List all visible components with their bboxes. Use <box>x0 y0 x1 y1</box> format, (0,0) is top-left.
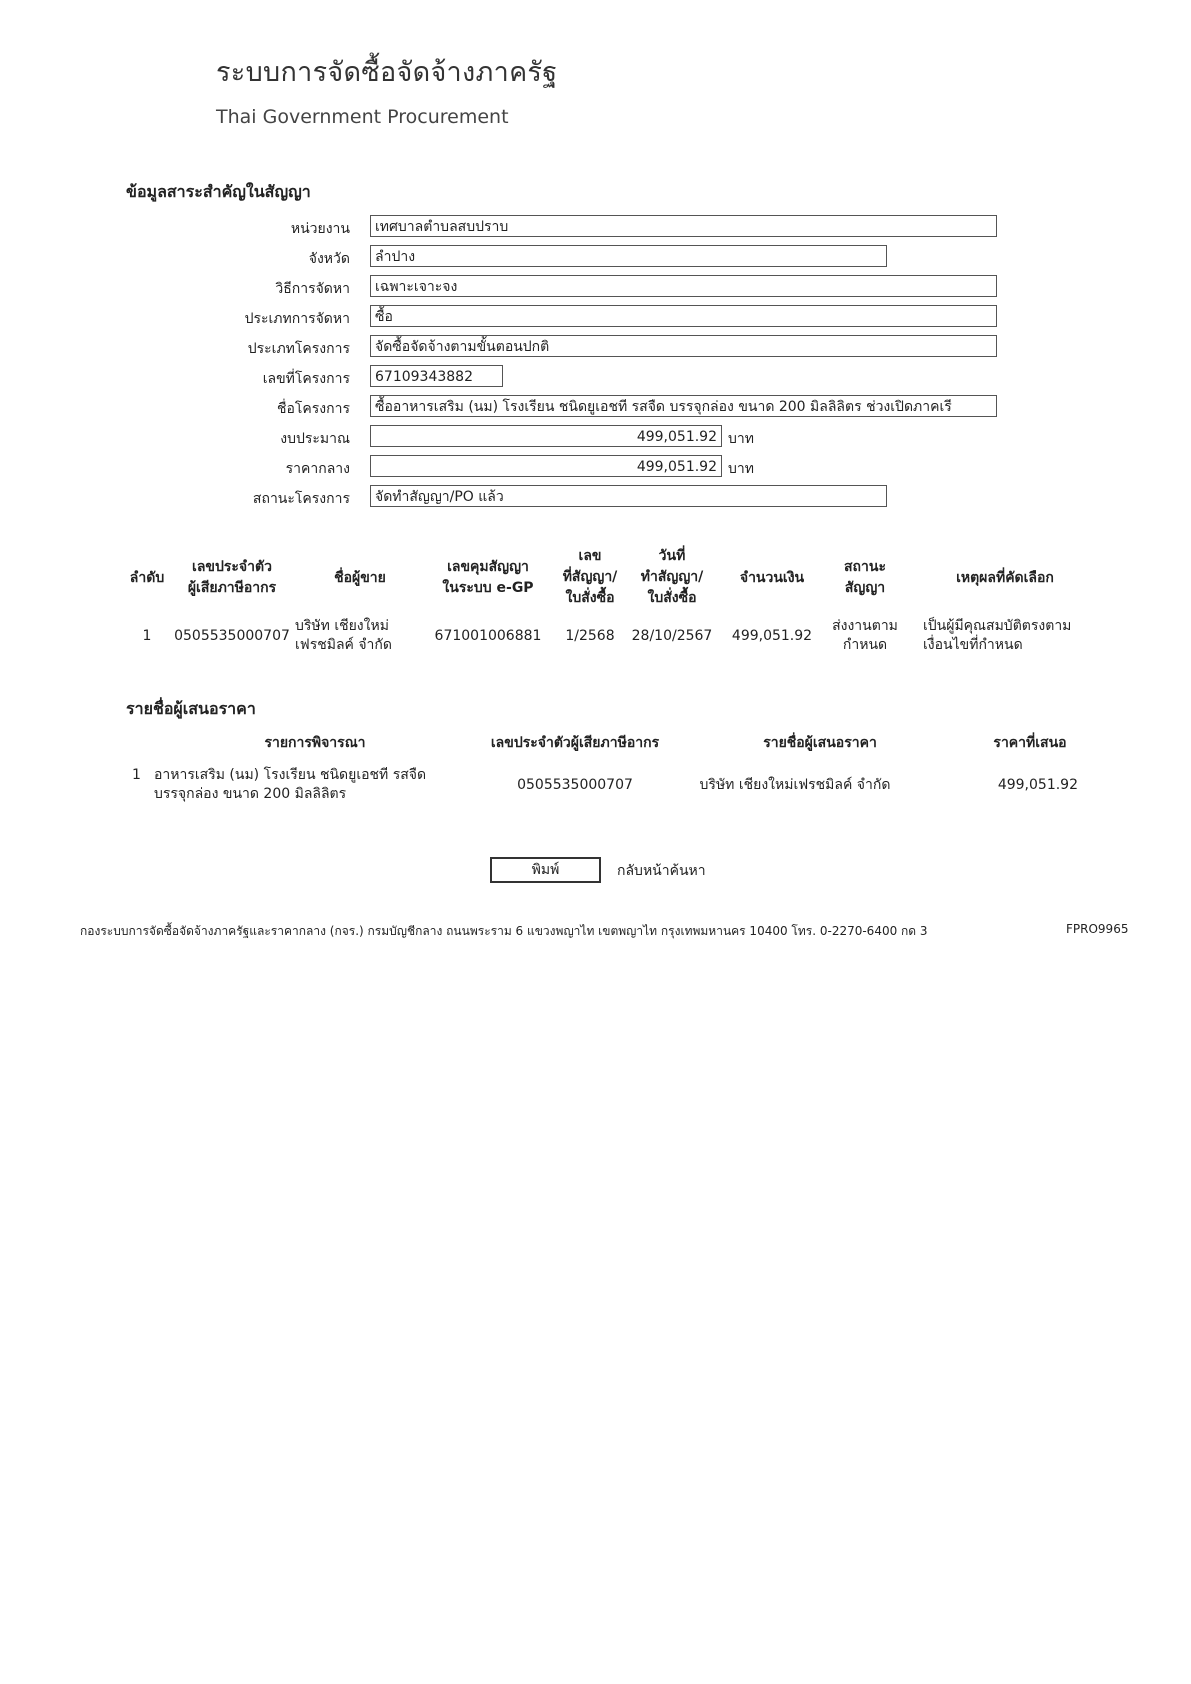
col-header-no: ลำดับ <box>129 570 165 586</box>
label-agency: หน่วยงาน <box>290 221 350 237</box>
label-project-status: สถานะโครงการ <box>252 491 350 507</box>
label-procurement-method: วิธีการจัดหา <box>275 281 350 297</box>
label-project-name: ชื่อโครงการ <box>276 401 350 417</box>
procurement-type-field[interactable]: ซื้อ <box>370 305 997 327</box>
bidder-row-item <box>154 766 454 804</box>
bidders-header-name: รายชื่อผู้เสนอราคา <box>763 735 877 751</box>
row-status-line1: ส่งงานตาม <box>832 618 898 634</box>
row-reason-line2: เงื่อนไขที่กำหนด <box>923 637 1023 653</box>
row-reason-line1: เป็นผู้มีคุณสมบัติตรงตาม <box>923 618 1072 634</box>
row-status-line2: กำหนด <box>842 637 888 653</box>
col-header-seller: ชื่อผู้ขาย <box>334 570 386 586</box>
row-seller <box>295 617 425 655</box>
page-code: FPRO9965 <box>1066 922 1129 936</box>
project-name-field[interactable]: ซื้ออาหารเสริม (นม) โรงเรียน ชนิดยูเอชที รสจืด บรรจุกล่อง ขนาด 200 มิลลิลิตร ช่วงเปิดภาคเรี <box>370 395 997 417</box>
col-header-amount: จำนวนเงิน <box>739 570 805 586</box>
row-seller-line1: บริษัท เชียงใหม่ <box>295 618 389 634</box>
col-header-status-line2: สัญญา <box>844 580 886 596</box>
col-header-date-line3: ใบสั่งซื้อ <box>647 590 697 606</box>
budget-field[interactable]: 499,051.92 <box>370 425 722 447</box>
bidder-row-price: 499,051.92 <box>997 777 1078 793</box>
print-button[interactable]: พิมพ์ <box>490 857 601 883</box>
page-title: ระบบการจัดซื้อจัดจ้างภาครัฐ <box>216 57 558 88</box>
median-price-unit: บาท <box>728 461 754 477</box>
bidders-header-item: รายการพิจารณา <box>264 735 366 751</box>
median-price-field[interactable]: 499,051.92 <box>370 455 722 477</box>
row-no: 1 <box>142 628 152 644</box>
col-header-control-no <box>418 557 558 599</box>
agency-field[interactable]: เทศบาลตำบลสบปราบ <box>370 215 997 237</box>
project-number-field[interactable]: 67109343882 <box>370 365 503 387</box>
project-status-field[interactable]: จัดทำสัญญา/PO แล้ว <box>370 485 887 507</box>
row-reason <box>923 617 1093 655</box>
col-header-tax-id-line1: เลขประจำตัว <box>192 559 272 575</box>
bidders-section-title: รายชื่อผู้เสนอราคา <box>126 699 256 718</box>
footer-text: กองระบบการจัดซื้อจัดจ้างภาครัฐและราคากลาง (กจร.) กรมบัญชีกลาง ถนนพระราม 6 แขวงพญาไท เขตพญาไท กรุงเทพมหานคร 10400 โทร. 0-2270-6400 กด 3 <box>80 924 928 938</box>
col-header-contract-no-line1: เลข <box>578 548 602 564</box>
back-to-search-link[interactable]: กลับหน้าค้นหา <box>617 863 706 879</box>
bidder-row-no: 1 <box>132 767 141 783</box>
procurement-method-field[interactable]: เฉพาะเจาะจง <box>370 275 997 297</box>
province-field[interactable]: ลำปาง <box>370 245 887 267</box>
col-header-status-line1: สถานะ <box>844 559 886 575</box>
label-procurement-type: ประเภทการจัดหา <box>244 311 350 327</box>
row-seller-line2: เฟรชมิลค์ จำกัด <box>295 637 392 653</box>
col-header-control-no-line1: เลขคุมสัญญา <box>447 559 529 575</box>
label-project-type: ประเภทโครงการ <box>247 341 350 357</box>
row-tax-id: 0505535000707 <box>174 628 290 644</box>
col-header-date-line2: ทำสัญญา/ <box>640 569 704 585</box>
row-status <box>820 617 910 655</box>
col-header-tax-id-line2: ผู้เสียภาษีอากร <box>187 580 277 596</box>
col-header-reason: เหตุผลที่คัดเลือก <box>956 570 1054 586</box>
row-amount: 499,051.92 <box>731 628 813 644</box>
bidder-row-item-line2: บรรจุกล่อง ขนาด 200 มิลลิลิตร <box>154 786 347 802</box>
label-project-number: เลขที่โครงการ <box>262 371 350 387</box>
summary-section-title: ข้อมูลสาระสำคัญในสัญญา <box>126 182 311 201</box>
bidder-row-item-line1: อาหารเสริม (นม) โรงเรียน ชนิดยูเอชที รสจืด <box>154 767 427 783</box>
label-budget: งบประมาณ <box>280 431 350 447</box>
col-header-tax-id <box>172 557 292 599</box>
bidder-row-tax-id: 0505535000707 <box>517 777 633 793</box>
project-type-field[interactable]: จัดซื้อจัดจ้างตามขั้นตอนปกติ <box>370 335 997 357</box>
col-header-control-no-line2: ในระบบ e-GP <box>442 580 534 596</box>
row-control-no: 671001006881 <box>434 628 542 644</box>
bidder-row-name: บริษัท เชียงใหม่เฟรชมิลค์ จำกัด <box>699 777 891 793</box>
col-header-contract-no <box>550 546 630 609</box>
col-header-date <box>627 546 717 609</box>
page-subtitle: Thai Government Procurement <box>216 106 509 128</box>
col-header-contract-no-line3: ใบสั่งซื้อ <box>565 590 615 606</box>
col-header-contract-no-line2: ที่สัญญา/ <box>562 569 618 585</box>
budget-unit: บาท <box>728 431 754 447</box>
row-date: 28/10/2567 <box>631 628 713 644</box>
bidders-header-price: ราคาที่เสนอ <box>993 735 1067 751</box>
row-contract-no: 1/2568 <box>565 628 615 644</box>
col-header-date-line1: วันที่ <box>658 548 686 564</box>
bidders-header-tax-id: เลขประจำตัวผู้เสียภาษีอากร <box>490 735 660 751</box>
col-header-status <box>820 557 910 599</box>
label-province: จังหวัด <box>308 251 350 267</box>
label-median-price: ราคากลาง <box>285 461 350 477</box>
